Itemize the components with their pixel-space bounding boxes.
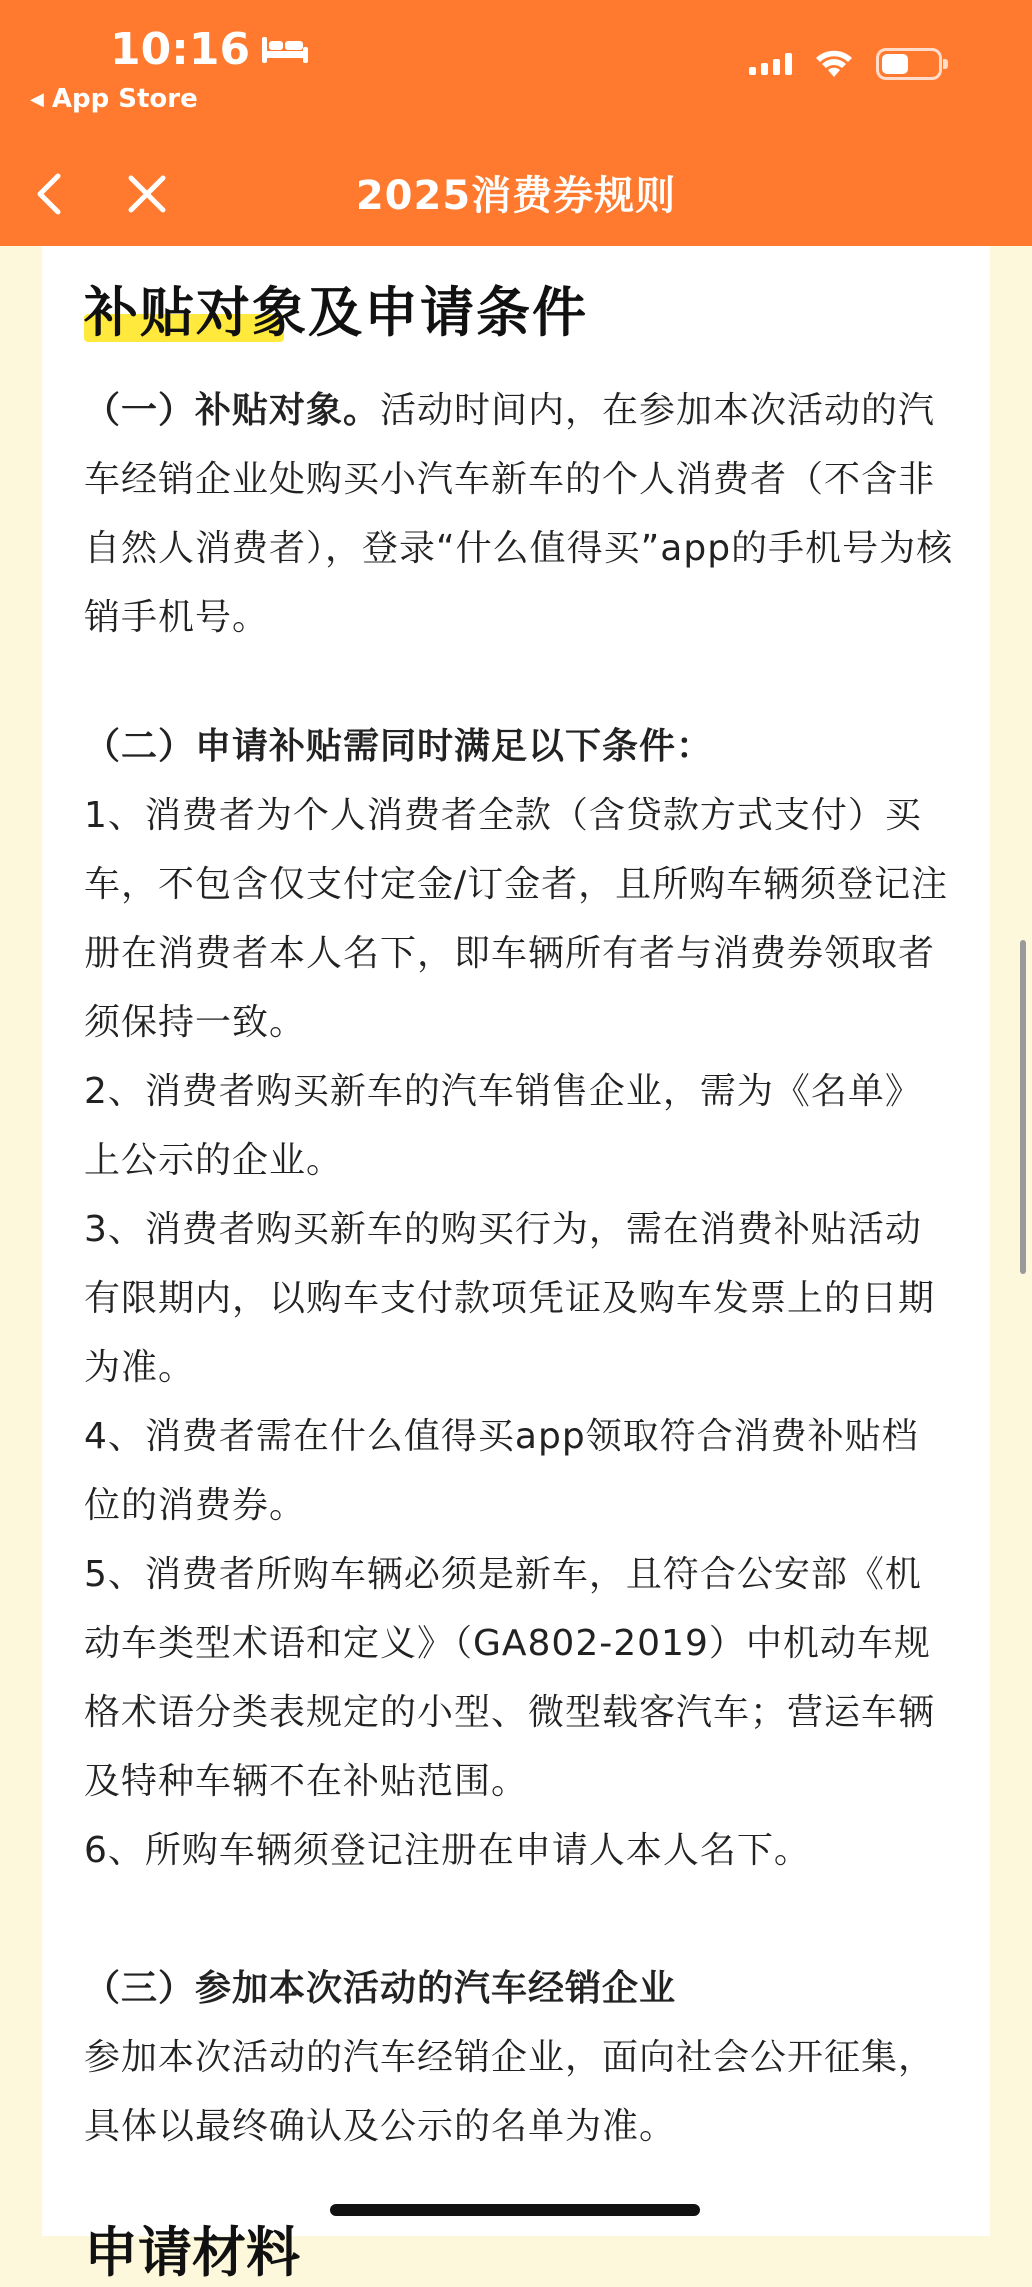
paragraph-text: 4、消费者需在什么值得买app领取符合消费补贴档位的消费券。	[84, 1416, 919, 1526]
back-app-label: App Store	[51, 84, 198, 114]
paragraph-text: 6、所购车辆须登记注册在申请人本人名下。	[84, 1830, 811, 1871]
page-title: 2025消费券规则	[355, 173, 677, 219]
condition-item-5	[84, 1540, 954, 1816]
paragraph-text: 5、消费者所购车辆必须是新车，且符合公安部《机动车类型术语和定义》（GA802-2019）中机动车规格术语分类表规定的小型、微型载客汽车；营运车辆及特种车辆不在补贴范围。	[84, 1554, 936, 1802]
back-to-app-store[interactable]	[30, 84, 198, 114]
paragraph-bold: （二）申请补贴需同时满足以下条件：	[84, 726, 714, 767]
wifi-icon	[814, 49, 854, 79]
paragraph-conditions-heading	[84, 712, 954, 781]
section-title: 补贴对象及申请条件	[84, 281, 588, 344]
app-header	[0, 0, 1032, 246]
paragraph-bold: （一）补贴对象。	[84, 390, 381, 431]
condition-item-6	[84, 1816, 954, 1885]
paragraph-subsidy-target	[84, 376, 954, 652]
paragraph-dealers-heading	[84, 1954, 954, 2023]
paragraph-dealers	[84, 2023, 954, 2161]
sleep-mode-icon	[260, 33, 310, 67]
battery-icon	[876, 48, 942, 80]
paragraph-text: 2、消费者购买新车的汽车销售企业，需为《名单》上公示的企业。	[84, 1071, 922, 1181]
status-time	[110, 24, 310, 75]
next-section-title: 申请材料	[84, 2221, 300, 2284]
cellular-signal-icon	[749, 53, 792, 75]
paragraph-text: 参加本次活动的汽车经销企业，面向社会公开征集，具体以最终确认及公示的名单为准。	[84, 2037, 936, 2147]
status-time-text: 10:16	[110, 24, 251, 75]
paragraph-text: 3、消费者购买新车的购买行为，需在消费补贴活动有限期内，以购车支付款项凭证及购车发票上的日期为准。	[84, 1209, 936, 1388]
condition-item-4	[84, 1402, 954, 1540]
paragraph-bold: （三）参加本次活动的汽车经销企业	[84, 1968, 677, 2009]
condition-item-2	[84, 1057, 954, 1195]
paragraph-text: 1、消费者为个人消费者全款（含贷款方式支付）买车，不包含仅支付定金/订金者，且所购车辆须登记注册在消费者本人名下，即车辆所有者与消费券领取者须保持一致。	[84, 795, 949, 1043]
paragraph-text: 活动时间内，在参加本次活动的汽车经销企业处购买小汽车新车的个人消费者（不含非自然人消费者），登录“什么值得买”app的手机号为核销手机号。	[84, 390, 954, 638]
condition-item-3	[84, 1195, 954, 1402]
back-triangle-icon: ◀	[30, 88, 44, 110]
condition-item-1	[84, 781, 954, 1057]
scrollbar[interactable]	[1020, 940, 1026, 1274]
home-indicator[interactable]	[330, 2204, 700, 2216]
status-indicators	[749, 48, 942, 80]
